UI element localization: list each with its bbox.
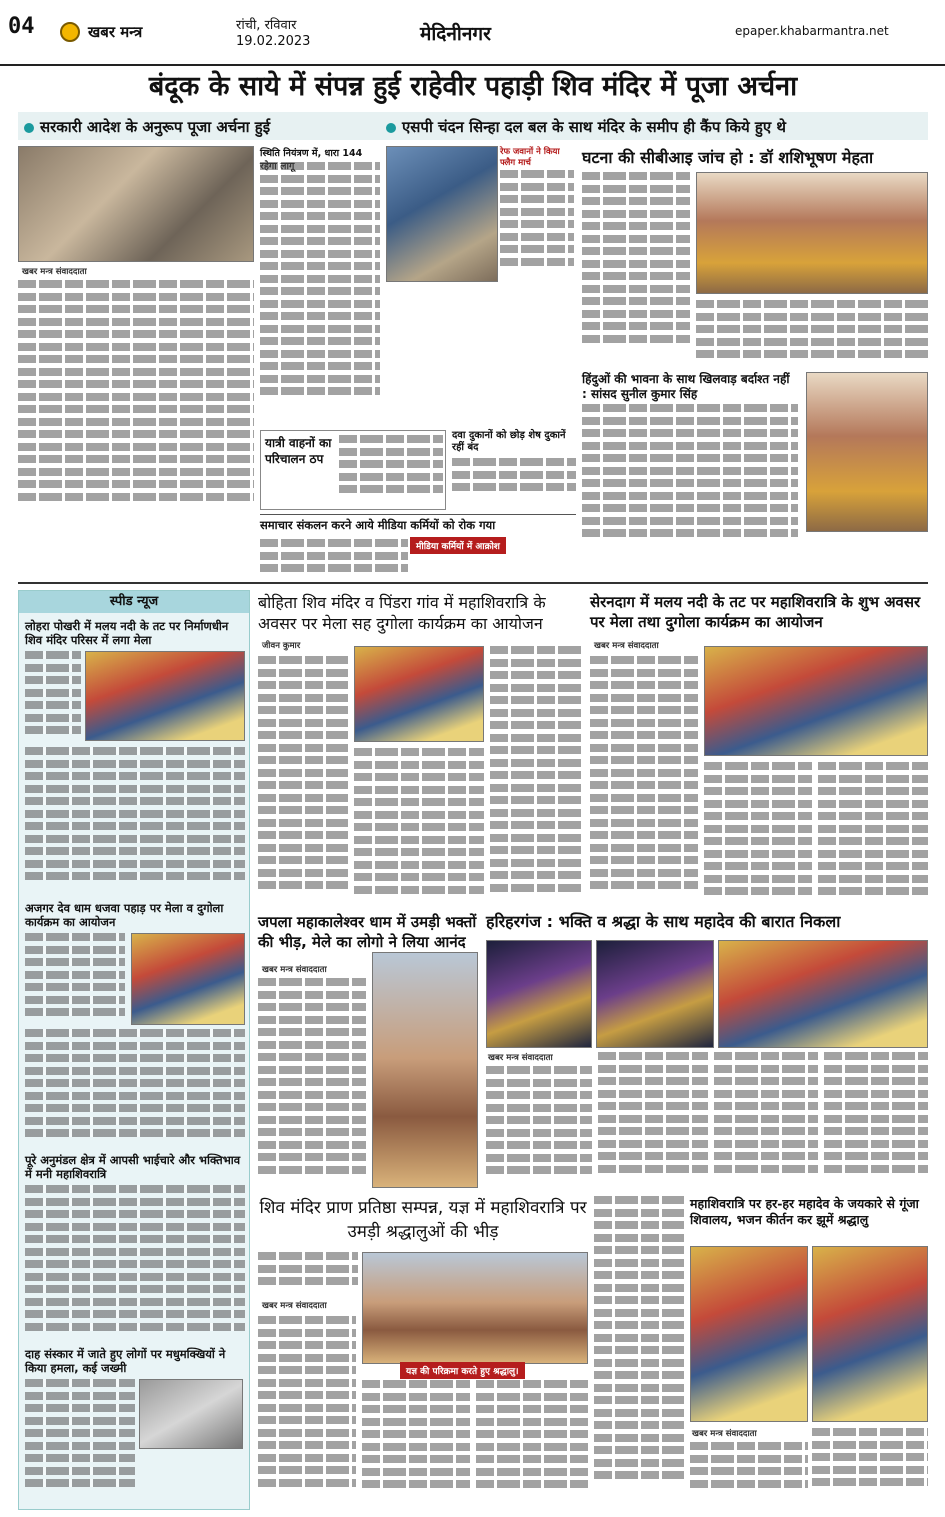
shivalaya-body-col1 — [690, 1442, 808, 1506]
box-media-body — [260, 539, 408, 579]
bohita-photo — [354, 646, 484, 742]
lead-body-col2 — [260, 162, 380, 427]
lead-byline: खबर मन्त्र संवाददाता — [22, 267, 87, 277]
lead-body-col3 — [500, 170, 574, 280]
hariharganj-body-col4 — [824, 1052, 928, 1188]
speed-news-item1-body2 — [25, 747, 245, 897]
lead-box-media — [260, 514, 576, 578]
shivalaya-photo-2 — [812, 1246, 928, 1422]
speed-news-item1-body — [25, 651, 81, 741]
shiv-pran-body-col1 — [258, 1316, 356, 1506]
shivalaya-byline: खबर मन्त्र संवाददाता — [692, 1429, 757, 1439]
bullet-icon — [24, 123, 34, 133]
shivalaya-headline: महाशिवरात्रि पर हर-हर महादेव के जयकारे से गूंजा शिवालय, भजन कीर्तन कर झूमें श्रद्धालु — [690, 1196, 919, 1227]
serendag-byline: खबर मन्त्र संवाददाता — [594, 641, 659, 651]
speed-news-item4-body — [25, 1379, 135, 1507]
lead-subhead-1-text: सरकारी आदेश के अनुरूप पूजा अर्चना हुई — [40, 118, 271, 136]
box-shops-body — [452, 458, 576, 508]
lead-subhead-bar — [18, 112, 928, 140]
japla-photo — [372, 952, 478, 1188]
shiv-pran-byline: खबर मन्त्र संवाददाता — [262, 1301, 327, 1311]
box-transport-title: यात्री वाहनों का परिचालन ठप — [265, 436, 332, 466]
cbi-photo — [696, 172, 928, 294]
lead-subhead-2-text: एसपी चंदन सिन्हा दल बल के साथ मंदिर के समीप ही कैंप किये हुए थे — [402, 118, 786, 136]
speed-news-item4-title: दाह संस्कार में जाते हुए लोगों पर मधुमक्खियों ने किया हमला, कई जख्मी — [25, 1347, 226, 1375]
shiv-pran-photo-caption: यज्ञ की परिक्रमा करते हुए श्रद्धालु। — [400, 1362, 525, 1379]
japla-body-col1 — [258, 978, 366, 1188]
brand-name: खबर मन्त्र — [88, 23, 143, 41]
lead-headline: बंदूक के साये में संपन्न हुई राहेवीर पहाड़ी शिव मंदिर में पूजा अर्चना — [148, 71, 798, 102]
shiv-pran-intro — [258, 1252, 358, 1290]
bohita-byline: जीवन कुमार — [262, 641, 301, 651]
hariharganj-headline: हरिहरगंज : भक्ति व श्रद्धा के साथ महादेव की बारात निकला — [486, 912, 841, 931]
section-divider — [18, 582, 928, 584]
speed-news-item2-body — [25, 933, 125, 1025]
city-day: रांची, रविवार — [236, 18, 297, 33]
speed-news-item2-photo — [131, 933, 245, 1025]
dateline — [236, 18, 310, 50]
bohita-body-col3 — [490, 646, 584, 906]
cbi-headline: घटना की सीबीआइ जांच हो : डॉ शशिभूषण मेहता — [582, 148, 874, 167]
page-header — [0, 0, 945, 66]
shiv-pran-photo — [362, 1252, 588, 1364]
print-registration-marks — [18, 1510, 928, 1517]
serendag-body-col1 — [590, 656, 698, 906]
edition-name: मेदिनीनगर — [420, 23, 491, 45]
speed-news-item3-title: पूरे अनुमंडल क्षेत्र में आपसी भाईचारे और भक्तिभाव में मनी महाशिवरात्रि — [25, 1153, 241, 1181]
lead-col2-topline: स्थिति नियंत्रण में, धारा 144 — [260, 148, 363, 159]
japla-byline: खबर मन्त्र संवाददाता — [262, 965, 327, 975]
speed-news-item1-photo — [85, 651, 245, 741]
shiv-pran-body-col2 — [362, 1380, 470, 1506]
lead-subhead-2 — [386, 117, 786, 137]
brand-logo-icon — [60, 22, 80, 42]
bohita-body-col2 — [354, 748, 484, 906]
box-media-tag: मीडिया कर्मियों में आक्रोश — [410, 537, 506, 554]
speed-news-item2-body2 — [25, 1029, 245, 1149]
website-link[interactable]: epaper.khabarmantra.net — [735, 24, 889, 38]
bohita-headline: बोहिता शिव मंदिर व पिंडरा गांव में महाशिवरात्रि के अवसर पर मेला सह दुगोला कार्यक्रम का आयोजन — [258, 593, 546, 633]
speed-news-item3-body — [25, 1185, 245, 1345]
speed-news-item1-title: लोहरा पोखरी में मलय नदी के तट पर निर्माणधीन शिव मंदिर परिसर में लगा मेला — [25, 619, 229, 647]
cbi-body-col1 — [582, 172, 690, 372]
box-transport-body — [339, 435, 443, 505]
serendag-body-col3 — [818, 762, 928, 906]
hariharganj-byline: खबर मन्त्र संवाददाता — [488, 1053, 553, 1063]
lead-body-col1 — [18, 280, 254, 524]
speed-news-label: स्पीड न्यूज — [19, 591, 249, 613]
hariharganj-photo-2 — [596, 940, 714, 1048]
shiv-pran-body-col3 — [476, 1380, 588, 1506]
speed-news-item4-photo — [139, 1379, 243, 1449]
serendag-headline: सेरनदाग में मलय नदी के तट पर महाशिवरात्रि के शुभ अवसर पर मेला तथा दुगोला कार्यक्रम का आयोजन — [590, 593, 921, 631]
cbi-subhead: हिंदुओं की भावना के साथ खिलवाड़ बर्दाश्त नहीं : सांसद सुनील कुमार सिंह — [582, 372, 790, 401]
issue-date: 19.02.2023 — [236, 34, 311, 49]
page-number: 04 — [8, 14, 35, 39]
hariharganj-body-col2 — [598, 1052, 708, 1188]
box-media-title: समाचार संकलन करने आये मीडिया कर्मियों को रोक गया — [260, 518, 496, 532]
lead-photo-caption: रेफ जवानों ने किया फ्लैग मार्च — [500, 147, 560, 168]
cbi-body-col2 — [696, 300, 928, 370]
hariharganj-photo-1 — [486, 940, 592, 1048]
hariharganj-photo-3 — [718, 940, 928, 1048]
box-shops-title: दवा दुकानों को छोड़ शेष दुकानें रहीं बंद — [452, 430, 566, 453]
mp-portrait-photo — [806, 372, 928, 532]
speed-news-column — [18, 590, 250, 1510]
shiv-pran-headline: शिव मंदिर प्राण प्रतिष्ठा सम्पन्न, यज्ञ में महाशिवरात्रि पर उमड़ी श्रद्धालुओं की भीड़ — [259, 1198, 587, 1242]
lead-subhead-1 — [24, 117, 270, 137]
speed-news-item2-title: अजगर देव धाम धजवा पहाड़ पर मेला व दुगोला कार्यक्रम का आयोजन — [25, 901, 224, 929]
lead-box-transport — [260, 430, 446, 510]
lead-photo-street — [18, 146, 254, 262]
bullet-icon — [386, 123, 396, 133]
lead-box-shops — [452, 430, 576, 510]
hariharganj-body-col3 — [714, 1052, 818, 1188]
cbi-body-col3 — [582, 404, 798, 572]
hariharganj-body-col1 — [486, 1066, 592, 1188]
serendag-body-col2 — [704, 762, 812, 906]
shiv-pran-body-col4 — [594, 1196, 684, 1506]
shivalaya-body-col2 — [812, 1428, 928, 1506]
japla-headline: जपला महाकालेश्वर धाम में उमड़ी भक्तों की भीड़, मेले का लोगो ने लिया आनंद — [258, 913, 477, 951]
bohita-body-col1 — [258, 656, 348, 906]
shivalaya-photo-1 — [690, 1246, 808, 1422]
serendag-photo — [704, 646, 928, 756]
lead-photo-flag-march — [386, 146, 498, 282]
